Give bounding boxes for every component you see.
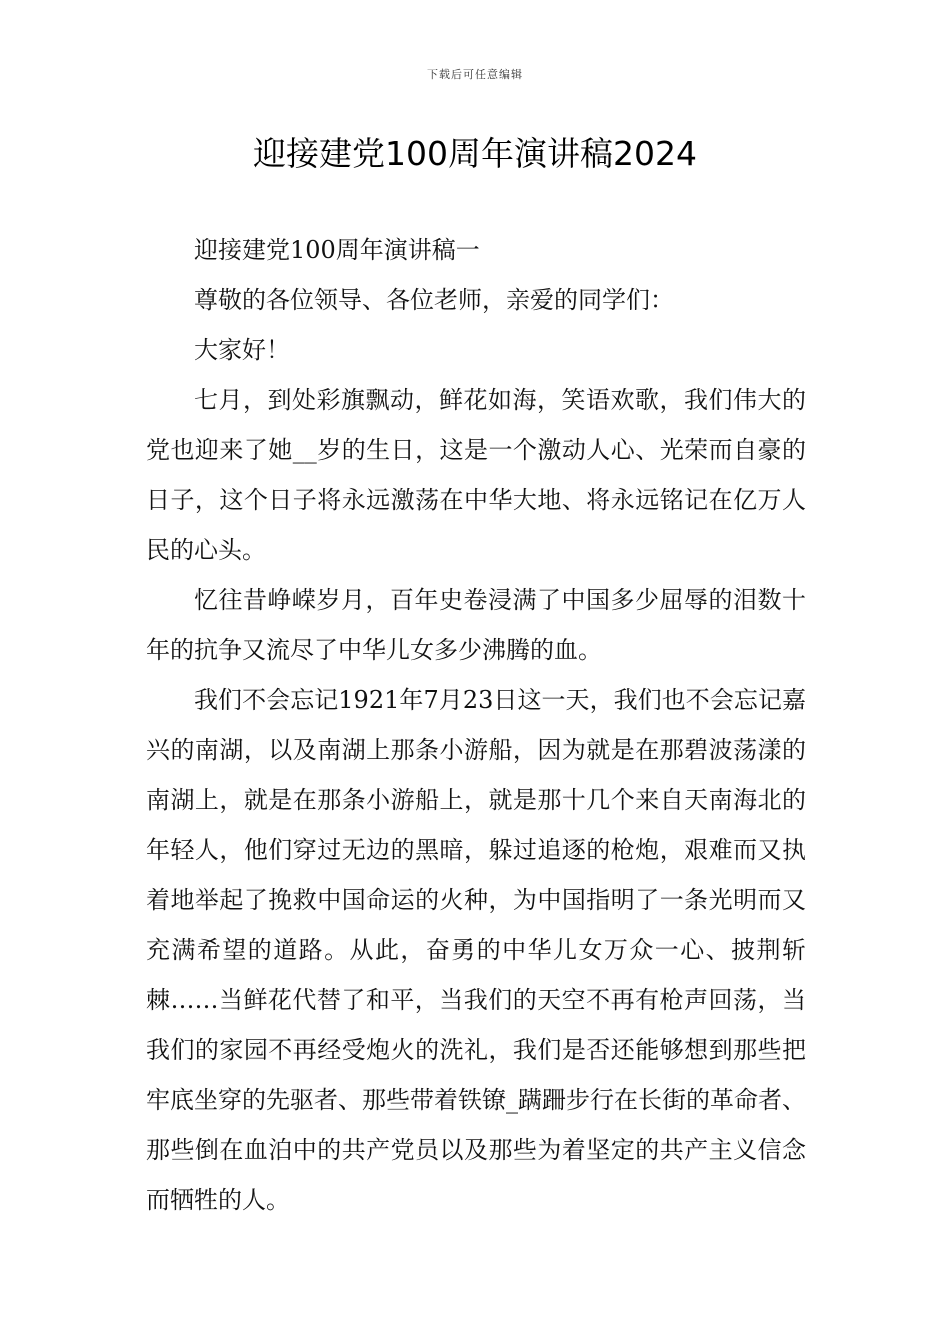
body-paragraph: 忆往昔峥嵘岁月，百年史卷浸满了中国多少屈辱的泪数十年的抗争又流尽了中华儿女多少沸腾的血。: [146, 586, 806, 664]
greeting: 大家好！: [194, 336, 290, 364]
body-paragraph: 我们不会忘记1921年7月23日这一天，我们也不会忘记嘉兴的南湖，以及南湖上那条小游船，因为就是在那碧波荡漾的南湖上，就是在那条小游船上，就是那十几个来自天南海北的年轻人，他们穿过无边的黑暗，躲过追逐的枪炮，艰难而又执着地举起了挽救中国命运的火种，为中国指明了一条光明而又充满希望的道路。从此，奋勇的中华儿女万众一心、披荆斩棘……当鲜花代替了和平，当我们的天空不再有枪声回荡，当我们的家园不再经受炮火的洗礼，我们是否还能够想到那些把牢底坐穿的先驱者、那些带着铁镣_蹒跚步行在长街的革命者、那些倒在血泊中的共产党员以及那些为着坚定的共产主义信念而牺牲的人。: [146, 686, 806, 1214]
section-heading: 迎接建党100周年演讲稿一: [194, 236, 480, 264]
document-body: [146, 225, 806, 1225]
header-note: 下载后可任意编辑: [427, 68, 523, 81]
salutation: 尊敬的各位领导、各位老师，亲爱的同学们：: [194, 286, 674, 314]
body-paragraph: 七月，到处彩旗飘动，鲜花如海，笑语欢歌，我们伟大的党也迎来了她__岁的生日，这是一个激动人心、光荣而自豪的日子，这个日子将永远激荡在中华大地、将永远铭记在亿万人民的心头。: [146, 386, 806, 564]
document-title: 迎接建党100周年演讲稿2024: [253, 134, 697, 173]
